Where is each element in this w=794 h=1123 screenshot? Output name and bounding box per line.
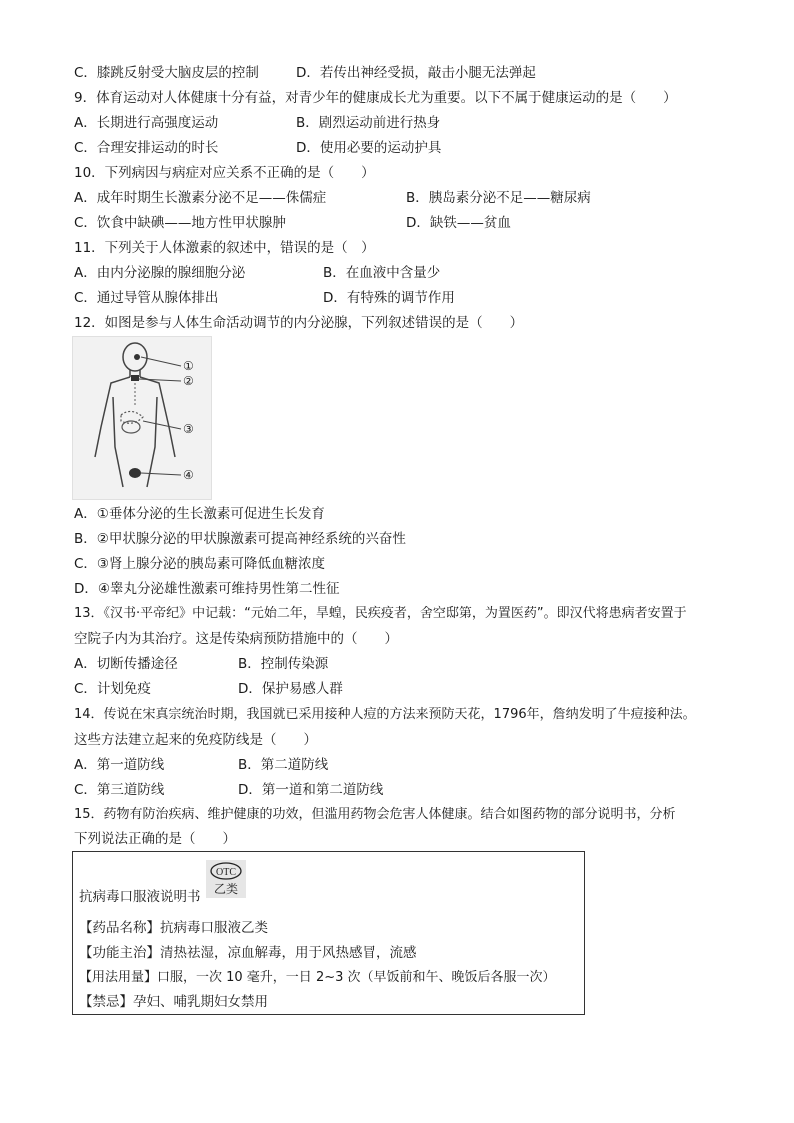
q10-stem: 10．下列病因与病症对应关系不正确的是（ ） — [74, 165, 375, 181]
q13-stem-line1: 13．《汉书·平帝纪》中记载：“元始二年，旱蝗，民疾疫者，舍空邸第，为置医药”。即汉代将患病者安置于 — [74, 606, 687, 621]
q14-option-b: B．第二道防线 — [238, 757, 329, 773]
q11-option-d: D．有特殊的调节作用 — [323, 290, 455, 306]
otc-label: OTC — [216, 867, 236, 878]
marker-4: ④ — [183, 468, 194, 482]
human-body-diagram — [73, 337, 211, 499]
q11-option-a: A．由内分泌腺的腺细胞分泌 — [74, 265, 246, 281]
q13-stem-line2: 空院子内为其治疗。这是传染病预防措施中的（ ） — [74, 631, 398, 647]
instructions-line-function: 【功能主治】清热祛湿，凉血解毒，用于风热感冒，流感 — [79, 945, 417, 961]
q9-option-a: A．长期进行高强度运动 — [74, 115, 219, 131]
q11-stem: 11．下列关于人体激素的叙述中，错误的是（ ） — [74, 240, 375, 256]
endocrine-gland-figure — [72, 336, 212, 500]
q12-option-b: B．②甲状腺分泌的甲状腺激素可提高神经系统的兴奋性 — [74, 531, 406, 547]
marker-3: ③ — [183, 422, 194, 436]
marker-1: ① — [183, 359, 194, 373]
q11-option-b: B．在血液中含量少 — [323, 265, 441, 281]
q10-option-d: D．缺铁——贫血 — [406, 215, 511, 231]
q12-option-c: C．③肾上腺分泌的胰岛素可降低血糖浓度 — [74, 556, 326, 572]
q8-option-c: C．膝跳反射受大脑皮层的控制 — [74, 65, 259, 81]
instructions-line-dosage: 【用法用量】口服，一次 10 毫升，一日 2~3 次（早饭前和午、晚饭后各服一次） — [79, 970, 556, 985]
q14-option-d: D．第一道和第二道防线 — [238, 782, 384, 798]
q15-stem-line2: 下列说法正确的是（ ） — [74, 831, 236, 847]
q14-stem-line1: 14．传说在宋真宗统治时期，我国就已采用接种人痘的方法来预防天花，1796年，詹纳发明了牛痘接种法。 — [74, 707, 696, 722]
instructions-line-name: 【药品名称】抗病毒口服液乙类 — [79, 920, 268, 936]
q11-option-c: C．通过导管从腺体排出 — [74, 290, 219, 306]
q13-option-a: A．切断传播途径 — [74, 656, 178, 672]
q9-stem: 9．体育运动对人体健康十分有益，对青少年的健康成长尤为重要。以下不属于健康运动的是（ ） — [74, 90, 677, 106]
q12-stem: 12．如图是参与人体生命活动调节的内分泌腺，下列叙述错误的是（ ） — [74, 315, 524, 331]
q9-option-b: B．剧烈运动前进行热身 — [296, 115, 441, 131]
q14-option-a: A．第一道防线 — [74, 757, 165, 773]
q15-stem-line1: 15．药物有防治疾病、维护健康的功效，但滥用药物会危害人体健康。结合如图药物的部分说明书，分析 — [74, 807, 676, 822]
q14-option-c: C．第三道防线 — [74, 782, 165, 798]
marker-2: ② — [183, 374, 194, 388]
medicine-instructions-box — [72, 851, 585, 1015]
q10-option-a: A．成年时期生长激素分泌不足——侏儒症 — [74, 190, 327, 206]
q8-option-d: D．若传出神经受损，敲击小腿无法弹起 — [296, 65, 536, 81]
q10-option-c: C．饮食中缺碘——地方性甲状腺肿 — [74, 215, 286, 231]
q9-option-c: C．合理安排运动的时长 — [74, 140, 219, 156]
q13-option-d: D．保护易感人群 — [238, 681, 343, 697]
q12-option-d: D．④睾丸分泌雄性激素可维持男性第二性征 — [74, 581, 340, 597]
q13-option-c: C．计划免疫 — [74, 681, 151, 697]
instructions-title: 抗病毒口服液说明书 — [79, 889, 201, 905]
q12-option-a: A．①垂体分泌的生长激素可促进生长发育 — [74, 506, 325, 522]
instructions-line-contraindication: 【禁忌】孕妇、哺乳期妇女禁用 — [79, 994, 268, 1010]
q9-option-d: D．使用必要的运动护具 — [296, 140, 442, 156]
q14-stem-line2: 这些方法建立起来的免疫防线是（ ） — [74, 732, 317, 748]
otc-category: 乙类 — [213, 882, 239, 896]
otc-icon — [206, 860, 246, 898]
q13-option-b: B．控制传染源 — [238, 656, 329, 672]
q10-option-b: B．胰岛素分泌不足——糖尿病 — [406, 190, 591, 206]
